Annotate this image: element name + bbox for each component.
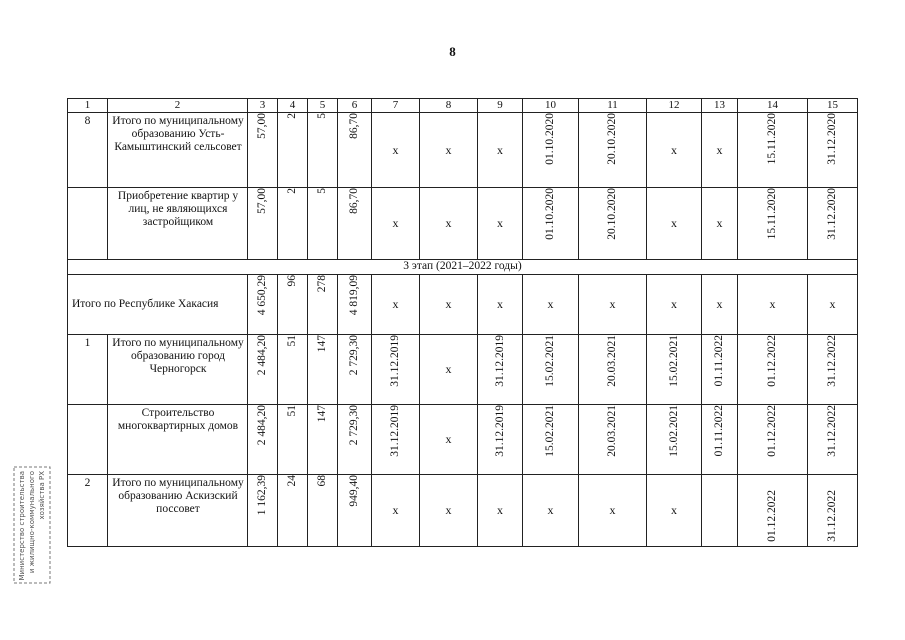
stamp-line: и жилищно-коммунального bbox=[28, 471, 36, 574]
cell-date: 31.12.2019 bbox=[389, 405, 401, 457]
cell-date: 01.10.2020 bbox=[544, 113, 556, 165]
cell-date: 20.10.2020 bbox=[606, 113, 618, 165]
cell-date: 01.12.2022 bbox=[766, 335, 778, 387]
cell-value: x bbox=[372, 188, 420, 260]
stage-row bbox=[68, 260, 858, 275]
cell-value: x bbox=[738, 275, 808, 335]
cell-value: x bbox=[702, 275, 738, 335]
cell-date: 31.12.2020 bbox=[826, 188, 838, 240]
col-header: 2 bbox=[108, 99, 248, 113]
cell-value: 2 bbox=[286, 188, 298, 194]
cell-date: 31.12.2019 bbox=[493, 335, 506, 387]
cell-date: 31.12.2020 bbox=[826, 113, 838, 165]
cell-value: 51 bbox=[286, 405, 298, 417]
table-row bbox=[68, 475, 858, 547]
row-label: Итого по муниципальному образованию Аскизский поссовет bbox=[108, 475, 248, 547]
cell-value: x bbox=[808, 275, 858, 335]
row-number bbox=[68, 188, 108, 260]
cell-value: x bbox=[478, 475, 523, 547]
cell-value: 57,00 bbox=[256, 113, 268, 139]
cell-value: x bbox=[478, 113, 523, 188]
cell-value: 2 bbox=[286, 113, 298, 119]
row-number bbox=[68, 405, 108, 475]
cell-date: 01.12.2022 bbox=[766, 490, 778, 542]
col-header: 4 bbox=[278, 99, 308, 113]
col-header: 8 bbox=[420, 99, 478, 113]
cell-value: 4 650,29 bbox=[256, 275, 268, 316]
table-row bbox=[68, 405, 858, 475]
cell-value: x bbox=[420, 275, 478, 335]
row-label: Строительство многоквартирных домов bbox=[108, 405, 248, 475]
cell-value: 5 bbox=[316, 188, 328, 194]
cell-value: x bbox=[478, 188, 523, 260]
row-number: 8 bbox=[68, 113, 108, 188]
stage-title: 3 этап (2021–2022 годы) bbox=[68, 260, 858, 275]
header-row bbox=[68, 99, 858, 113]
cell-date: 20.03.2021 bbox=[606, 405, 618, 457]
row-label: Итого по муниципальному образованию город Черногорск bbox=[108, 335, 248, 405]
cell-date: 15.02.2021 bbox=[544, 335, 556, 387]
col-header: 7 bbox=[372, 99, 420, 113]
col-header: 1 bbox=[68, 99, 108, 113]
cell-value: 96 bbox=[286, 275, 298, 287]
col-header: 6 bbox=[338, 99, 372, 113]
cell-date: 31.12.2022 bbox=[826, 405, 838, 457]
cell-date: 31.12.2019 bbox=[389, 335, 401, 387]
official-stamp bbox=[12, 465, 52, 585]
col-header: 14 bbox=[738, 99, 808, 113]
row-number: 2 bbox=[68, 475, 108, 547]
cell-date: 15.11.2020 bbox=[766, 188, 778, 240]
cell-value: x bbox=[420, 405, 478, 475]
total-label: Итого по Республике Хакасия bbox=[68, 275, 248, 335]
cell-value: x bbox=[579, 275, 647, 335]
cell-value: 2 484,20 bbox=[256, 405, 268, 446]
cell-value: 2 729,30 bbox=[348, 405, 360, 446]
cell-value: 5 bbox=[316, 113, 328, 119]
cell-value: 2 484,20 bbox=[256, 335, 268, 376]
col-header: 13 bbox=[702, 99, 738, 113]
cell-date: 15.02.2021 bbox=[544, 405, 556, 457]
cell-date: 20.03.2021 bbox=[606, 335, 618, 387]
cell-value: 278 bbox=[316, 275, 328, 293]
col-header: 9 bbox=[478, 99, 523, 113]
cell-value: x bbox=[523, 275, 579, 335]
cell-value: x bbox=[702, 188, 738, 260]
cell-value: x bbox=[372, 113, 420, 188]
cell-value: x bbox=[647, 475, 702, 547]
cell-value: x bbox=[372, 475, 420, 547]
cell-value: 68 bbox=[316, 475, 328, 487]
cell-value: 147 bbox=[316, 405, 328, 423]
cell-value: x bbox=[420, 475, 478, 547]
cell-value: x bbox=[372, 275, 420, 335]
cell-date: 15.11.2020 bbox=[766, 113, 778, 165]
cell-value: 147 bbox=[316, 335, 328, 353]
cell-value: 86,70 bbox=[348, 113, 360, 139]
cell-date: 31.12.2022 bbox=[826, 335, 838, 387]
cell-value: 949,40 bbox=[348, 475, 360, 507]
stamp-line: Министерство строительства bbox=[18, 471, 26, 581]
cell-value: x bbox=[647, 113, 702, 188]
cell-date: 31.12.2022 bbox=[826, 490, 838, 542]
data-table bbox=[67, 98, 858, 547]
cell-date: 01.11.2022 bbox=[713, 335, 725, 387]
stamp-line: хозяйства РХ bbox=[38, 471, 46, 520]
cell-value: x bbox=[420, 188, 478, 260]
cell-date: 15.02.2021 bbox=[667, 335, 680, 387]
cell-value: x bbox=[523, 475, 579, 547]
cell-value: 86,70 bbox=[348, 188, 360, 214]
cell-value bbox=[702, 475, 738, 547]
cell-date: 01.12.2022 bbox=[766, 405, 778, 457]
col-header: 5 bbox=[308, 99, 338, 113]
cell-value: 2 729,30 bbox=[348, 335, 360, 376]
row-label: Приобретение квартир у лиц, не являющихся застройщиком bbox=[108, 188, 248, 260]
cell-value: 51 bbox=[286, 335, 298, 347]
cell-value: x bbox=[420, 335, 478, 405]
col-header: 11 bbox=[579, 99, 647, 113]
cell-value: x bbox=[478, 275, 523, 335]
col-header: 12 bbox=[647, 99, 702, 113]
cell-date: 31.12.2019 bbox=[493, 405, 506, 457]
table-row bbox=[68, 335, 858, 405]
col-header: 15 bbox=[808, 99, 858, 113]
cell-value: x bbox=[420, 113, 478, 188]
cell-value: 57,00 bbox=[256, 188, 268, 214]
total-row bbox=[68, 275, 858, 335]
cell-value: x bbox=[647, 275, 702, 335]
col-header: 10 bbox=[523, 99, 579, 113]
table-row bbox=[68, 113, 858, 188]
cell-value: 1 162,39 bbox=[256, 475, 268, 516]
row-label: Итого по муниципальному образованию Усть-Камыштинский сельсовет bbox=[108, 113, 248, 188]
cell-date: 15.02.2021 bbox=[667, 405, 680, 457]
col-header: 3 bbox=[248, 99, 278, 113]
page-number: 8 bbox=[449, 44, 456, 59]
cell-value: x bbox=[579, 475, 647, 547]
cell-value: 4 819,09 bbox=[348, 275, 360, 316]
cell-date: 20.10.2020 bbox=[606, 188, 618, 240]
cell-date: 01.11.2022 bbox=[713, 405, 725, 457]
cell-value: x bbox=[702, 113, 738, 188]
table-row bbox=[68, 188, 858, 260]
row-number: 1 bbox=[68, 335, 108, 405]
cell-value: x bbox=[647, 188, 702, 260]
cell-value: 24 bbox=[286, 475, 298, 487]
cell-date: 01.10.2020 bbox=[544, 188, 556, 240]
